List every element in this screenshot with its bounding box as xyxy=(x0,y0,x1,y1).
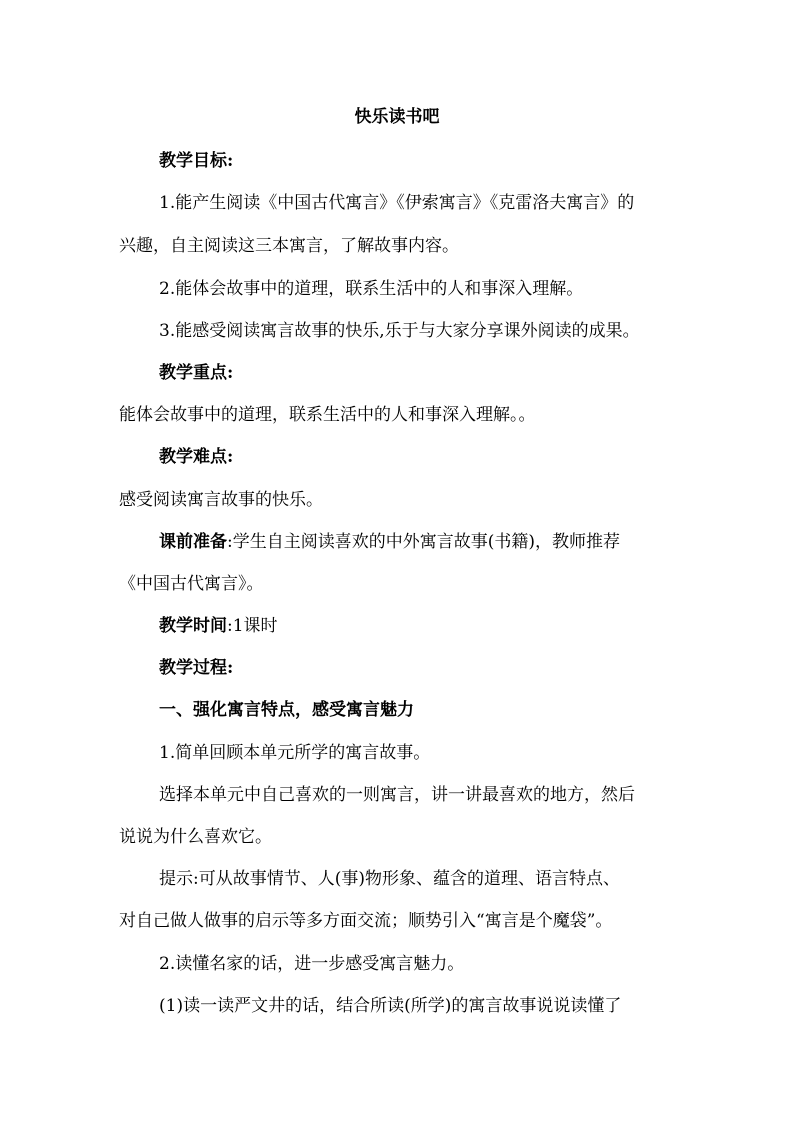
difficulty-text: 感受阅读寓言故事的快乐。 xyxy=(119,490,323,510)
prep-line-1 xyxy=(159,531,719,553)
time-label: 教学时间 xyxy=(159,616,227,636)
document-title: 快乐读书吧 xyxy=(354,107,440,127)
step-2: 2.读懂名家的话，进一步感受寓言魅力。 xyxy=(159,954,465,974)
prep-line-2: 《中国古代寓言》。 xyxy=(119,574,264,594)
step-1-detail-line-1: 选择本单元中自己喜欢的一则寓言，讲一讲最喜欢的地方，然后 xyxy=(159,785,635,805)
key-text: 能体会故事中的道理，联系生活中的人和事深入理解。。 xyxy=(119,405,536,425)
process-heading: 教学过程: xyxy=(159,658,234,678)
key-heading: 教学重点: xyxy=(159,363,234,383)
hint-line-1: 提示:可从故事情节、人(事)物形象、蕴含的道理、语言特点、 xyxy=(159,869,620,889)
goal-1-line-1: 1.能产生阅读《中国古代寓言》《伊索寓言》《克雷洛夫寓言》的 xyxy=(159,193,635,213)
goal-2: 2.能体会故事中的道理，联系生活中的人和事深入理解。 xyxy=(159,279,584,299)
step-1: 1.简单回顾本单元所学的寓言故事。 xyxy=(159,743,431,763)
step-2-sub-1: (1)读一读严文井的话，结合所读(所学)的寓言故事说说读懂了 xyxy=(159,996,622,1016)
difficulty-heading: 教学难点: xyxy=(159,447,234,467)
goal-1-line-2: 兴趣，自主阅读这三本寓言，了解故事内容。 xyxy=(119,236,459,256)
time-text: :1课时 xyxy=(227,616,278,636)
time-line xyxy=(159,615,719,637)
step-1-detail-line-2: 说说为什么喜欢它。 xyxy=(119,827,272,847)
goal-3: 3.能感受阅读寓言故事的快乐,乐于与大家分享课外阅读的成果。 xyxy=(159,321,640,341)
goals-heading: 教学目标: xyxy=(159,151,234,171)
section-1-heading: 一、强化寓言特点，感受寓言魅力 xyxy=(159,700,414,720)
hint-line-2: 对自己做人做事的启示等多方面交流；顺势引入“寓言是个魔袋”。 xyxy=(119,911,613,931)
prep-text: :学生自主阅读喜欢的中外寓言故事(书籍)，教师推荐 xyxy=(227,532,620,552)
prep-label: 课前准备 xyxy=(159,532,227,552)
